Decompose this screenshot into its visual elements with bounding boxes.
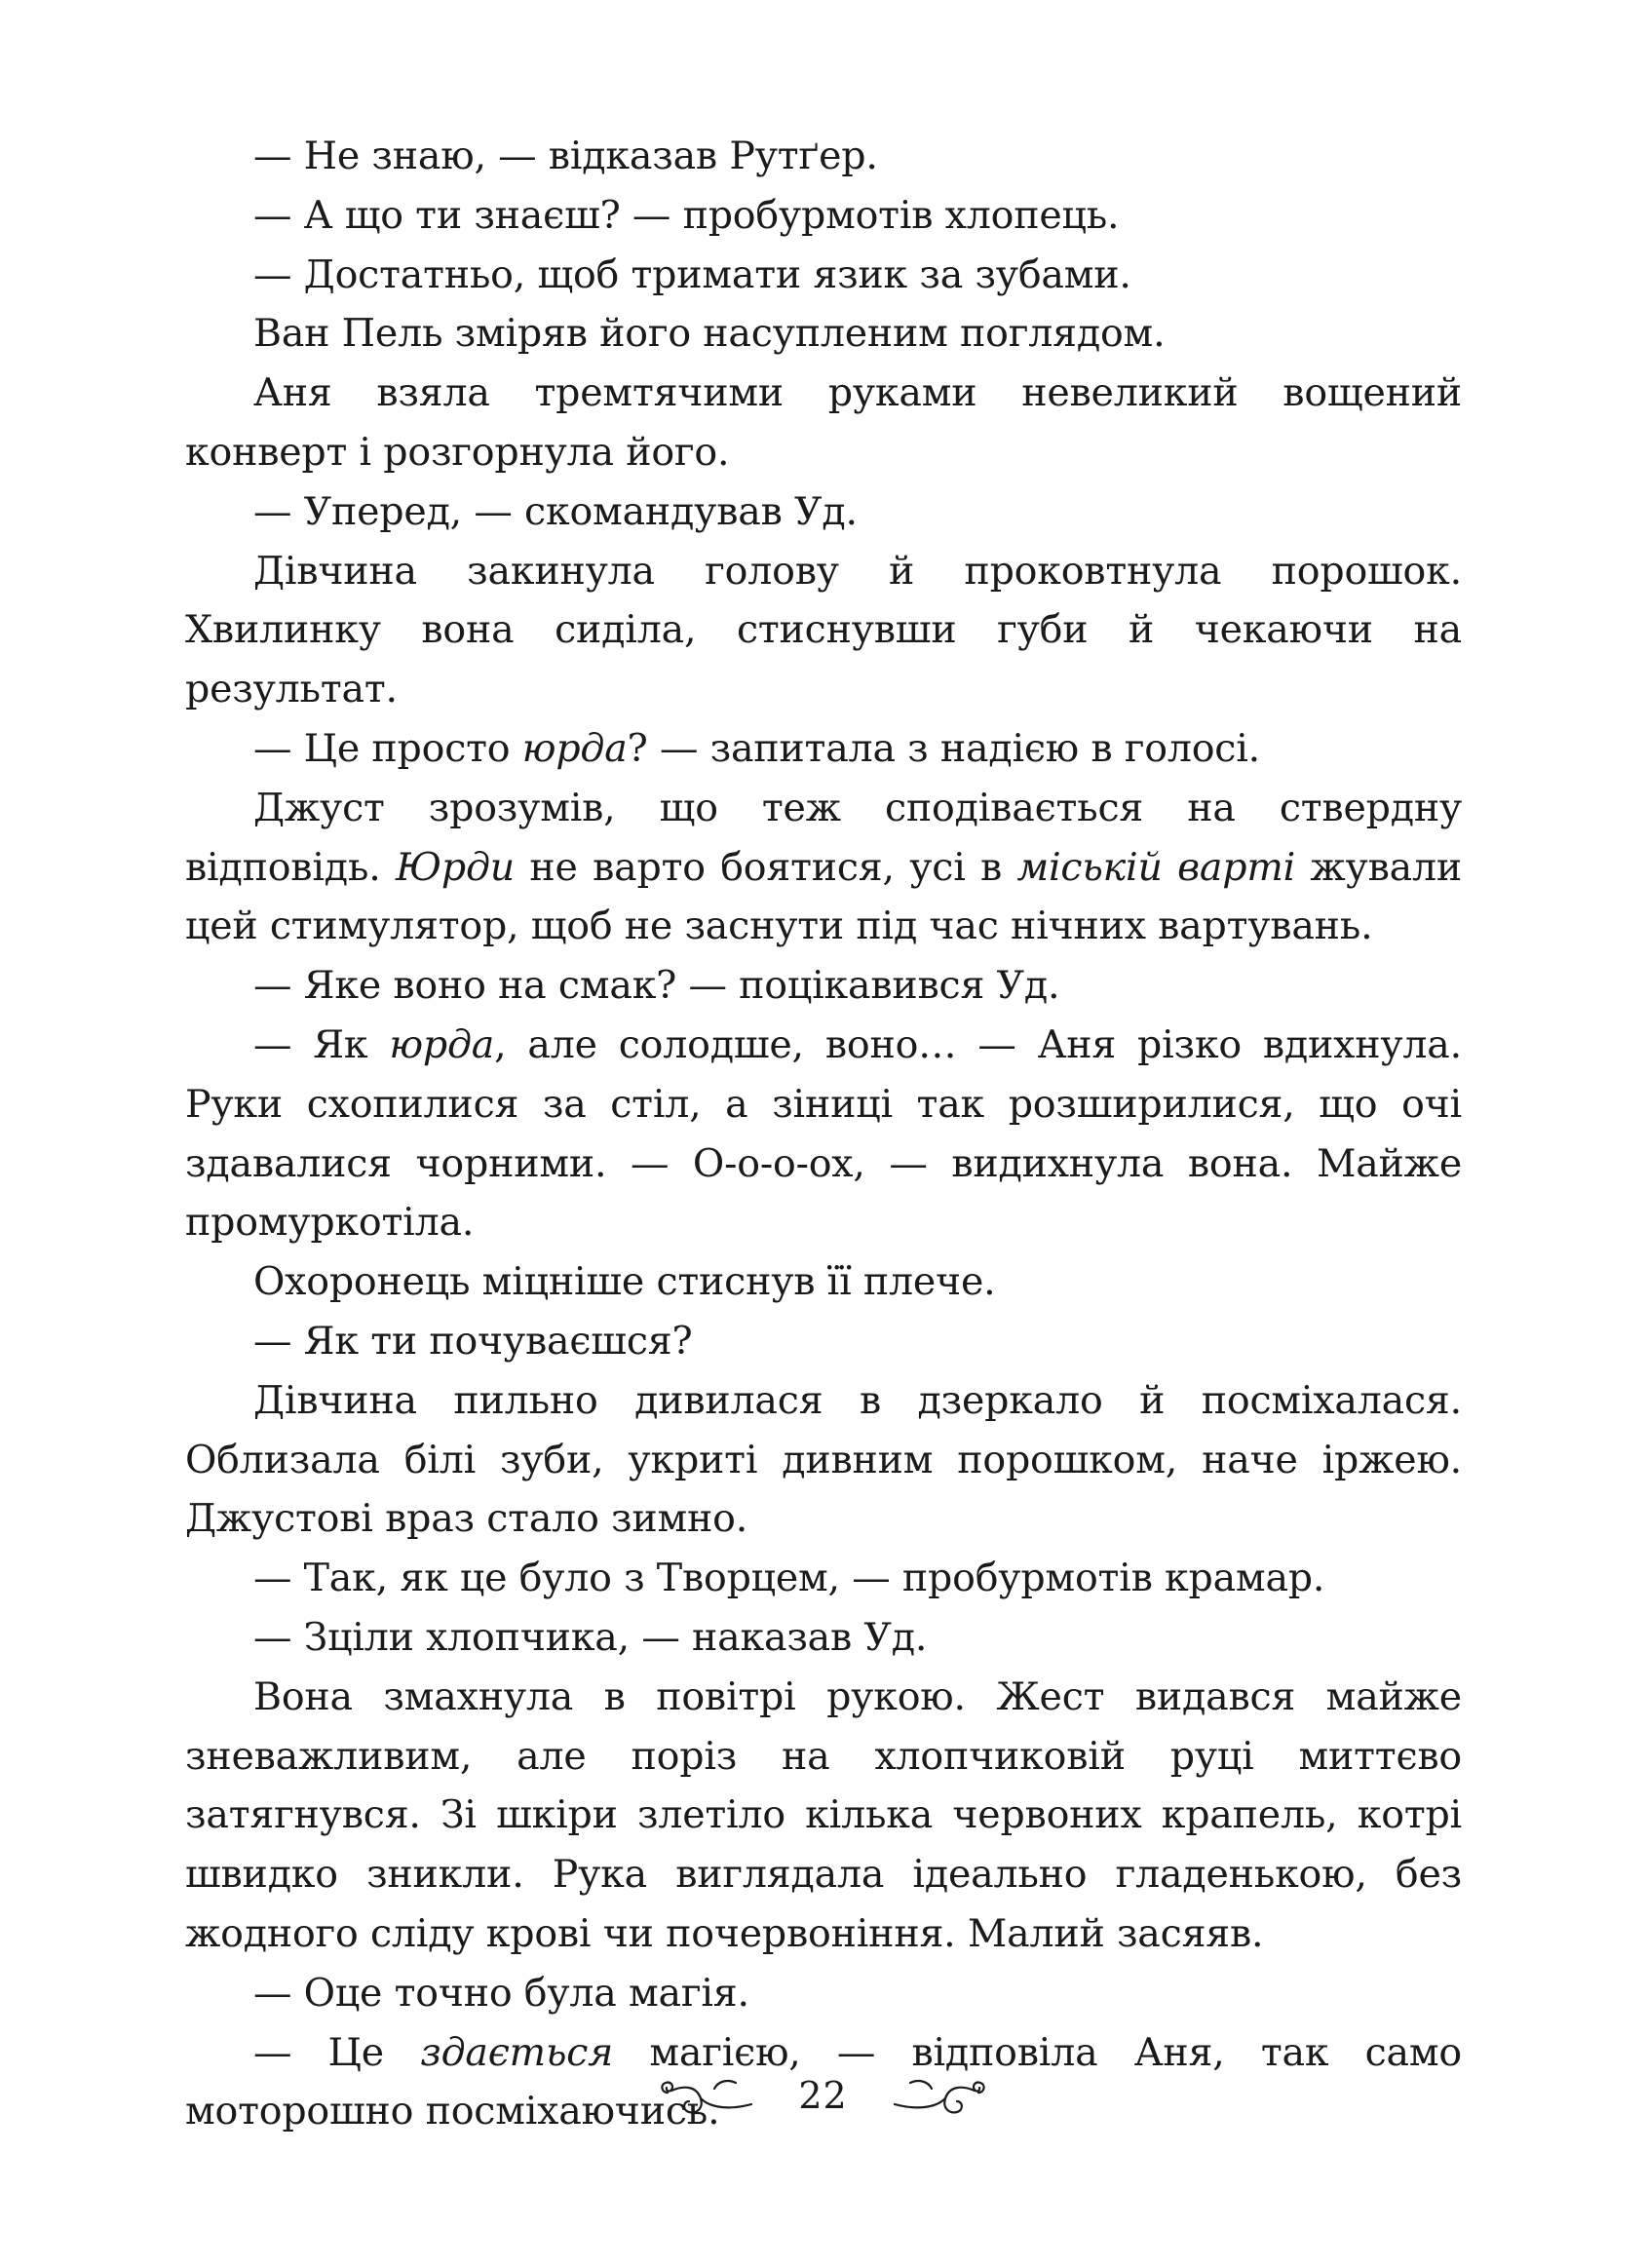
paragraph xyxy=(185,246,1462,305)
text-run: — А що ти знаєш? — пробурмотів хлопець. xyxy=(253,192,1120,238)
text-run: — Яке воно на смак? — поцікавився Уд. xyxy=(253,963,1060,1009)
text-run: ? — запитала з надією в голосі. xyxy=(627,725,1260,771)
page-number: 22 xyxy=(798,2074,848,2117)
text-run: — Уперед, — скомандував Уд. xyxy=(253,488,858,534)
italic-text: міській варті xyxy=(1016,844,1296,890)
paragraph xyxy=(185,1016,1462,1252)
paragraph xyxy=(185,482,1462,542)
paragraph xyxy=(185,127,1462,186)
italic-text: Юрди xyxy=(395,844,516,890)
text-run: — Не знаю, — відказав Рутґер. xyxy=(253,134,878,178)
text-run: магією, — відповіла Аня, так само моторошно посміхаючись. xyxy=(185,2029,1462,2134)
paragraph xyxy=(185,304,1462,364)
paragraph xyxy=(185,364,1462,482)
paragraph xyxy=(185,1608,1462,1668)
paragraph xyxy=(185,1371,1462,1549)
paragraph xyxy=(185,956,1462,1016)
text-run: — Так, як це було з Творцем, — пробурмотів крамар. xyxy=(253,1556,1325,1601)
paragraph xyxy=(185,1549,1462,1608)
text-run: , але солодше, воно… — Аня різко вдихнула. Руки схопилися за стіл, а зіниці так розширилися, що очі здавалися чорними. — О-о-о-ох, — видихнула вона. Майже промуркотіла. xyxy=(185,1021,1463,1246)
left-flourish-icon xyxy=(656,2071,763,2120)
text-run: жували цей стимулятор, щоб не заснути під час нічних вартувань. xyxy=(185,844,1462,949)
paragraph xyxy=(185,542,1462,719)
text-run: Джуст зрозумів, що теж сподівається на ствердну відповідь. xyxy=(185,785,1462,890)
text-run: Вона змахнула в повітрі рукою. Жест видався майже зневажливим, але поріз на хлопчиковій руці миттєво затягнувся. Зі шкіри злетіло кілька червоних крапель, котрі швидко зникли. Рука виглядала ідеально гладенькою, без жодного сліду крові чи почервоніння. Малий засяяв. xyxy=(185,1673,1462,1956)
page-footer xyxy=(0,2066,1646,2125)
paragraph xyxy=(185,779,1462,956)
text-run: не варто боятися, усі в xyxy=(515,844,1017,890)
text-run: — Як ти почуваєшся? xyxy=(253,1318,693,1364)
page-body xyxy=(185,127,1462,2141)
italic-text: юрда xyxy=(521,725,628,771)
text-run: Аня взяла тремтячими руками невеликий вощений конверт і розгорнула його. xyxy=(185,370,1462,475)
text-run: Ван Пель зміряв його насупленим поглядом. xyxy=(253,311,1166,357)
text-run: — Це xyxy=(253,2029,421,2075)
text-run: Дівчина пильно дивилася в дзеркало й посміхалася. Облизала білі зуби, укриті дивним порошком, наче іржею. Джустові враз стало зимно. xyxy=(185,1377,1462,1542)
text-run: — Це просто xyxy=(253,725,522,771)
paragraph xyxy=(185,1252,1462,1312)
paragraph xyxy=(185,1668,1462,1964)
paragraph xyxy=(185,1964,1462,2023)
paragraph xyxy=(185,719,1462,779)
italic-text: здається xyxy=(420,2029,614,2075)
text-run: — Оце точно була магія. xyxy=(253,1970,749,2016)
right-flourish-icon xyxy=(883,2071,990,2120)
text-run: — Як xyxy=(253,1021,390,1067)
italic-text: юрда xyxy=(389,1021,495,1067)
text-run: Дівчина закинула голову й проковтнула порошок. Хвилинку вона сиділа, стиснувши губи й чекаючи на результат. xyxy=(185,548,1462,712)
text-run: — Достатньо, щоб тримати язик за зубами. xyxy=(253,251,1131,297)
text-run: Охоронець міцніше стиснув її плече. xyxy=(253,1259,996,1305)
paragraph xyxy=(185,1312,1462,1371)
paragraph xyxy=(185,186,1462,246)
text-run: — Зціли хлопчика, — наказав Уд. xyxy=(253,1614,928,1660)
